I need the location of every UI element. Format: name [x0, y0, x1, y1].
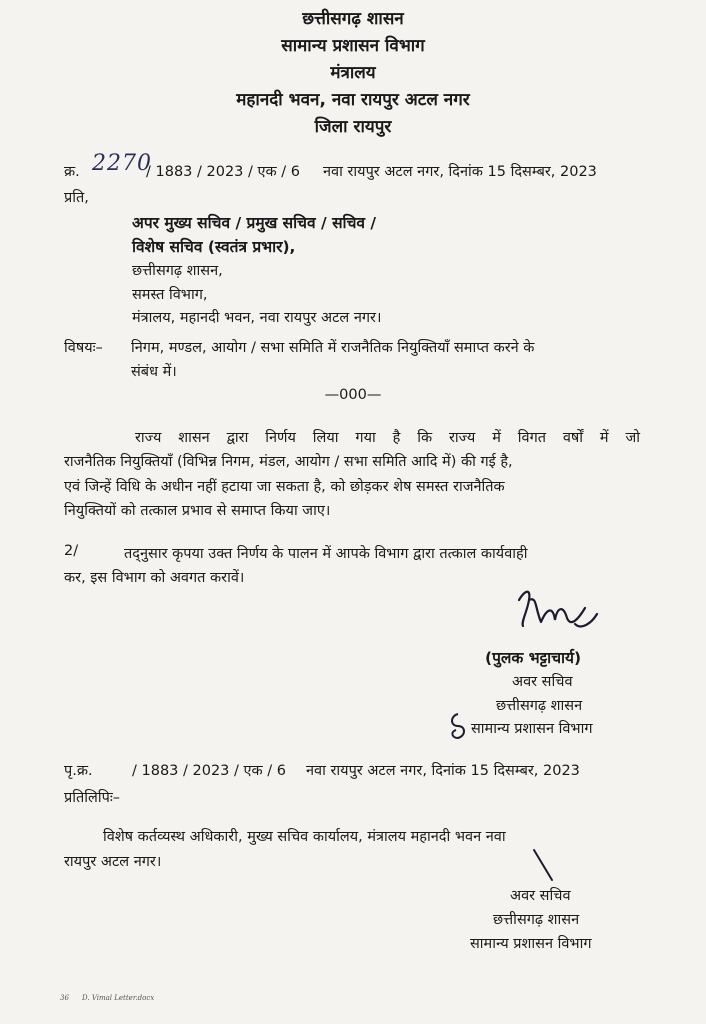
copy-line-2: रायपुर अटल नगर।: [64, 854, 162, 870]
para1-line-1: राज्य शासन द्वारा निर्णय लिया गया है कि राज्य में विगत वर्षों में जो: [135, 430, 640, 446]
subject-label: विषयः–: [64, 340, 103, 356]
endorsement-ref: / 1883 / 2023 / एक / 6: [132, 763, 286, 779]
to-line-3: छत्तीसगढ़ शासन,: [132, 263, 223, 279]
ref-place-date: नवा रायपुर अटल नगर, दिनांक 15 दिसम्बर, 2023: [323, 164, 597, 180]
to-line-1: अपर मुख्य सचिव / प्रमुख सचिव / सचिव /: [132, 214, 377, 232]
signature-mark: [505, 578, 610, 638]
para2-line-2: कर, इस विभाग को अवगत करावें।: [64, 570, 245, 586]
signatory-dept: सामान्य प्रशासन विभाग: [471, 721, 593, 737]
header-district: जिला रायपुर: [314, 117, 392, 137]
header-govt: छत्तीसगढ़ शासन: [302, 9, 404, 29]
signature2-designation: अवर सचिव: [510, 888, 571, 904]
footer-page-number: 36: [60, 994, 69, 1002]
header-ministry: मंत्रालय: [330, 63, 376, 83]
copy-line-1: विशेष कर्तव्यस्थ अधिकारी, मुख्य सचिव कार्यालय, मंत्रालय महानदी भवन नवा: [103, 829, 506, 845]
endorsement-prefix: पृ.क्र.: [64, 763, 93, 779]
para1-line-4: नियुक्तियों को तत्काल प्रभाव से समाप्त किया जाए।: [64, 503, 331, 519]
to-label: प्रति,: [64, 190, 89, 206]
ref-handwritten-number: 2270: [92, 151, 152, 176]
separator: —000—: [324, 387, 382, 403]
header-address: महानदी भवन, नवा रायपुर अटल नगर: [236, 90, 470, 110]
para1-line-2: राजनैतिक नियुक्तियाँ (विभिन्न निगम, मंडल, आयोग / सभा समिति आदि में) की गई है,: [64, 454, 513, 470]
ref-number: / 1883 / 2023 / एक / 6: [146, 164, 300, 180]
signature2-mark: [528, 846, 558, 884]
signatory-designation: अवर सचिव: [512, 674, 573, 690]
endorsement-place-date: नवा रायपुर अटल नगर, दिनांक 15 दिसम्बर, 2023: [306, 763, 580, 779]
subject-line-1: निगम, मण्डल, आयोग / सभा समिति में राजनैतिक नियुक्तियाँ समाप्त करने के: [131, 340, 535, 356]
header-department: सामान्य प्रशासन विभाग: [281, 36, 425, 56]
signatory-name: (पुलक भट्टाचार्य): [485, 649, 582, 667]
para1-line-3: एवं जिन्हें विधि के अधीन नहीं हटाया जा सकता है, को छोड़कर शेष समस्त राजनैतिक: [64, 479, 505, 495]
signature2-govt: छत्तीसगढ़ शासन: [493, 912, 580, 928]
subject-line-2: संबंध में।: [131, 364, 177, 380]
initials-mark: [446, 710, 470, 742]
copy-label: प्रतिलिपिः–: [64, 790, 121, 806]
signatory-govt: छत्तीसगढ़ शासन: [496, 698, 583, 714]
footer-file-name: D. Vimal Letter.docx: [82, 994, 155, 1002]
to-line-5: मंत्रालय, महानदी भवन, नवा रायपुर अटल नगर।: [132, 310, 382, 326]
ref-prefix: क्र.: [64, 164, 80, 180]
para2-number: 2/: [64, 543, 79, 559]
signature2-dept: सामान्य प्रशासन विभाग: [470, 936, 592, 952]
to-line-2: विशेष सचिव (स्वतंत्र प्रभार),: [132, 238, 296, 256]
para2-line-1: तद्नुसार कृपया उक्त निर्णय के पालन में आपके विभाग द्वारा तत्काल कार्यवाही: [124, 546, 528, 562]
to-line-4: समस्त विभाग,: [132, 287, 208, 303]
